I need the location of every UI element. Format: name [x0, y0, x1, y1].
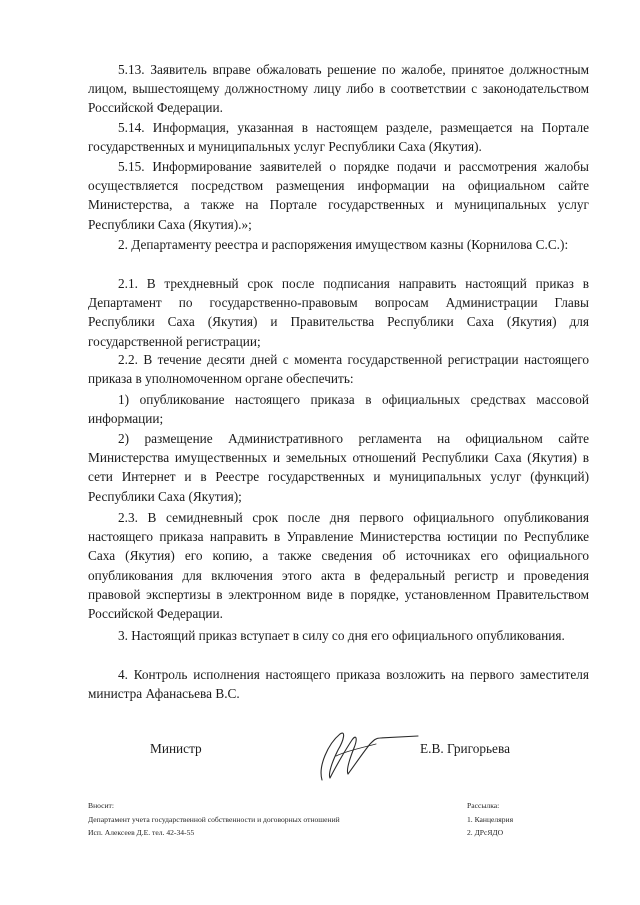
distribution-item: 1. Канцелярия — [467, 815, 514, 824]
executor-contact: Исп. Алексеев Д.Е. тел. 42-34-55 — [88, 828, 195, 837]
handwritten-signature — [300, 726, 420, 786]
paragraph-3: 3. Настоящий приказ вступает в силу со дня его официального опубликования. — [118, 628, 565, 643]
paragraph-2: 2. Департаменту реестра и распоряжения имуществом казны (Корнилова С.С.): — [118, 237, 569, 252]
paragraph-2-2-item-2: 2) размещение Административного регламента на официальном сайте Министерства имущественных и земельных отношений Республики Саха (Якутия) в сети Интернет и в Реестре государственных и муниципальных услуг (функций) Республики Саха (Якутия); — [88, 431, 589, 504]
paragraph-5-14: 5.14. Информация, указанная в настоящем разделе, размещается на Портале государственных и муниципальных услуг Республики Саха (Якутия). — [88, 120, 589, 155]
distribution-label: Рассылка: — [467, 801, 500, 810]
paragraph-2-2-item-1: 1) опубликование настоящего приказа в официальных средствах массовой информации; — [88, 392, 589, 427]
signatory-name: Е.В. Григорьева — [420, 741, 510, 756]
submitting-department: Департамент учета государственной собственности и договорных отношений — [88, 815, 340, 824]
distribution-item: 2. ДРсЯДО — [467, 828, 504, 837]
paragraph-4: 4. Контроль исполнения настоящего приказа возложить на первого заместителя министра Афанасьева В.С. — [88, 667, 589, 702]
paragraph-2-1: 2.1. В трехдневный срок после подписания направить настоящий приказ в Департамент по государственно-правовым вопросам Администрации Главы Республики Саха (Якутия) и Правительства Республики Саха (Якутия) для государственной регистрации; — [88, 276, 589, 349]
paragraph-2-3: 2.3. В семидневный срок после дня первого официального опубликования настоящего приказа направить в Управление Министерства юстиции по Республике Саха (Якутия) его копию, а также сведения об источниках его официального опубликования для включения этого акта в федеральный регистр и проведения правовой экспертизы в электронном виде в порядке, установленном Правительством Российской Федерации. — [88, 510, 589, 622]
paragraph-5-15: 5.15. Информирование заявителей о порядке подачи и рассмотрения жалобы осуществляется посредством размещения информации на официальном сайте Министерства, а также на Портале государственных и муниципальных услуг Республики Саха (Якутия).»; — [88, 159, 589, 232]
paragraph-5-13: 5.13. Заявитель вправе обжаловать решение по жалобе, принятое должностным лицом, вышестоящему должностному лицу либо в соответствии с законодательством Российской Федерации. — [88, 62, 589, 116]
paragraph-2-2: 2.2. В течение десяти дней с момента государственной регистрации настоящего приказа в уполномоченном органе обеспечить: — [88, 352, 589, 387]
signatory-position: Министр — [150, 741, 202, 756]
submitted-label: Вносит: — [88, 801, 114, 810]
